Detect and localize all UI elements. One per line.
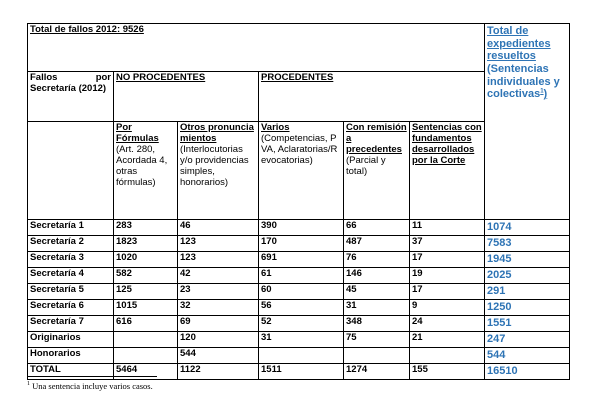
cell-remision: 487 xyxy=(344,236,410,252)
otros-desc: (Interlocutorias y/o providencias simples, honorarios) xyxy=(180,143,249,188)
cell-por-formulas: 125 xyxy=(114,284,178,300)
cell-remision: 45 xyxy=(344,284,410,300)
total-expedientes-title: Total de expedientes resueltos xyxy=(487,25,551,63)
cell-otros: 123 xyxy=(178,252,259,268)
total-fallos-title: Total de fallos 2012: 9526 xyxy=(30,24,144,35)
cell-otros: 1122 xyxy=(178,364,259,380)
cell-varios: 1511 xyxy=(259,364,344,380)
fallos-word: Fallos xyxy=(30,72,58,83)
cell-total-expedientes: 1074 xyxy=(485,220,570,236)
table-row xyxy=(28,236,570,252)
table-row-total xyxy=(28,364,570,380)
varios-title: Varios xyxy=(261,122,290,133)
por-formulas-desc: (Art. 280, Acordada 4, otras fórmulas) xyxy=(116,143,168,188)
no-procedentes-title: NO PROCEDENTES xyxy=(116,72,206,83)
cell-varios: 390 xyxy=(259,220,344,236)
cell-total-expedientes: 16510 xyxy=(485,364,570,380)
cell-total-expedientes: 1250 xyxy=(485,300,570,316)
total-expedientes-subtitle xyxy=(487,63,560,100)
procedentes-header xyxy=(259,72,485,122)
footnote xyxy=(27,381,153,391)
table-row xyxy=(28,252,570,268)
cell-varios: 170 xyxy=(259,236,344,252)
footnote-divider xyxy=(27,376,157,377)
cell-total-expedientes: 1551 xyxy=(485,316,570,332)
cell-sentencias: 11 xyxy=(410,220,485,236)
cell-por-formulas: 582 xyxy=(114,268,178,284)
sentencias-title: Sentencias con fundamentos desarrollados por la Corte xyxy=(412,122,482,166)
row-label: Secretaría 1 xyxy=(28,220,114,236)
footnote-ref[interactable]: 1 xyxy=(540,88,544,95)
cell-sentencias: 17 xyxy=(410,252,485,268)
row-label: Secretaría 2 xyxy=(28,236,114,252)
procedentes-title: PROCEDENTES xyxy=(261,72,334,83)
row-label: Secretaría 5 xyxy=(28,284,114,300)
row-label: Originarios xyxy=(28,332,114,348)
cell-sentencias: 17 xyxy=(410,284,485,300)
table-row xyxy=(28,268,570,284)
otros-title: Otros pronunciamientos xyxy=(180,122,254,144)
cell-otros: 544 xyxy=(178,348,259,364)
cell-por-formulas xyxy=(114,348,178,364)
total-fallos-cell xyxy=(28,24,485,72)
cell-varios: 691 xyxy=(259,252,344,268)
cell-por-formulas: 1015 xyxy=(114,300,178,316)
fallos-table xyxy=(27,23,570,380)
cell-varios: 61 xyxy=(259,268,344,284)
cell-sentencias: 24 xyxy=(410,316,485,332)
cell-sentencias: 9 xyxy=(410,300,485,316)
table-row xyxy=(28,284,570,300)
cell-otros: 69 xyxy=(178,316,259,332)
cell-por-formulas: 1823 xyxy=(114,236,178,252)
row-label: TOTAL xyxy=(28,364,114,380)
row-label: Secretaría 6 xyxy=(28,300,114,316)
cell-remision: 76 xyxy=(344,252,410,268)
col-otros xyxy=(178,122,259,220)
table-row xyxy=(28,316,570,332)
cell-varios: 31 xyxy=(259,332,344,348)
footnote-mark: 1 xyxy=(27,381,30,388)
cell-sentencias: 37 xyxy=(410,236,485,252)
cell-total-expedientes: 247 xyxy=(485,332,570,348)
table-row xyxy=(28,348,570,364)
por-word: por xyxy=(95,72,111,83)
cell-total-expedientes: 544 xyxy=(485,348,570,364)
cell-total-expedientes: 7583 xyxy=(485,236,570,252)
fallos-table-container xyxy=(27,23,570,380)
cell-varios: 56 xyxy=(259,300,344,316)
cell-remision xyxy=(344,348,410,364)
cell-otros: 120 xyxy=(178,332,259,348)
row-label: Secretaría 4 xyxy=(28,268,114,284)
cell-otros: 23 xyxy=(178,284,259,300)
table-row xyxy=(28,332,570,348)
cell-varios: 52 xyxy=(259,316,344,332)
row-label: Honorarios xyxy=(28,348,114,364)
footnote-text: Una sentencia incluye varios casos. xyxy=(30,381,153,391)
cell-sentencias xyxy=(410,348,485,364)
cell-otros: 123 xyxy=(178,236,259,252)
cell-remision: 66 xyxy=(344,220,410,236)
cell-por-formulas: 1020 xyxy=(114,252,178,268)
row-label: Secretaría 3 xyxy=(28,252,114,268)
remision-desc: (Parcial y total) xyxy=(346,154,386,177)
table-row xyxy=(28,300,570,316)
cell-sentencias: 155 xyxy=(410,364,485,380)
cell-sentencias: 21 xyxy=(410,332,485,348)
cell-varios xyxy=(259,348,344,364)
cell-por-formulas: 5464 xyxy=(114,364,178,380)
cell-remision: 31 xyxy=(344,300,410,316)
cell-total-expedientes: 1945 xyxy=(485,252,570,268)
total-expedientes-sub-text: (Sentencias individuales y colectivas xyxy=(487,62,560,101)
col-varios xyxy=(259,122,344,220)
cell-por-formulas xyxy=(114,332,178,348)
no-procedentes-header xyxy=(114,72,259,122)
cell-remision: 146 xyxy=(344,268,410,284)
cell-por-formulas: 283 xyxy=(114,220,178,236)
secretaria-year: Secretaría (2012) xyxy=(30,82,107,94)
fallos-por-secretaria-header xyxy=(28,72,114,122)
empty-header-cell xyxy=(28,122,114,220)
cell-remision: 348 xyxy=(344,316,410,332)
col-sentencias xyxy=(410,122,485,220)
col-remision xyxy=(344,122,410,220)
cell-total-expedientes: 2025 xyxy=(485,268,570,284)
table-row xyxy=(28,220,570,236)
cell-varios: 60 xyxy=(259,284,344,300)
cell-otros: 32 xyxy=(178,300,259,316)
cell-otros: 42 xyxy=(178,268,259,284)
cell-otros: 46 xyxy=(178,220,259,236)
cell-total-expedientes: 291 xyxy=(485,284,570,300)
row-label: Secretaría 7 xyxy=(28,316,114,332)
remision-title: Con remisión a precedentes xyxy=(346,122,407,155)
cell-por-formulas: 616 xyxy=(114,316,178,332)
total-expedientes-close: ) xyxy=(543,88,548,101)
cell-remision: 75 xyxy=(344,332,410,348)
cell-remision: 1274 xyxy=(344,364,410,380)
col-por-formulas xyxy=(114,122,178,220)
cell-sentencias: 19 xyxy=(410,268,485,284)
varios-desc: (Competencias, PVA, Aclaratorias/Revocatorias) xyxy=(261,132,338,166)
total-expedientes-header xyxy=(485,24,570,220)
por-formulas-title: Por Fórmulas xyxy=(116,122,159,144)
